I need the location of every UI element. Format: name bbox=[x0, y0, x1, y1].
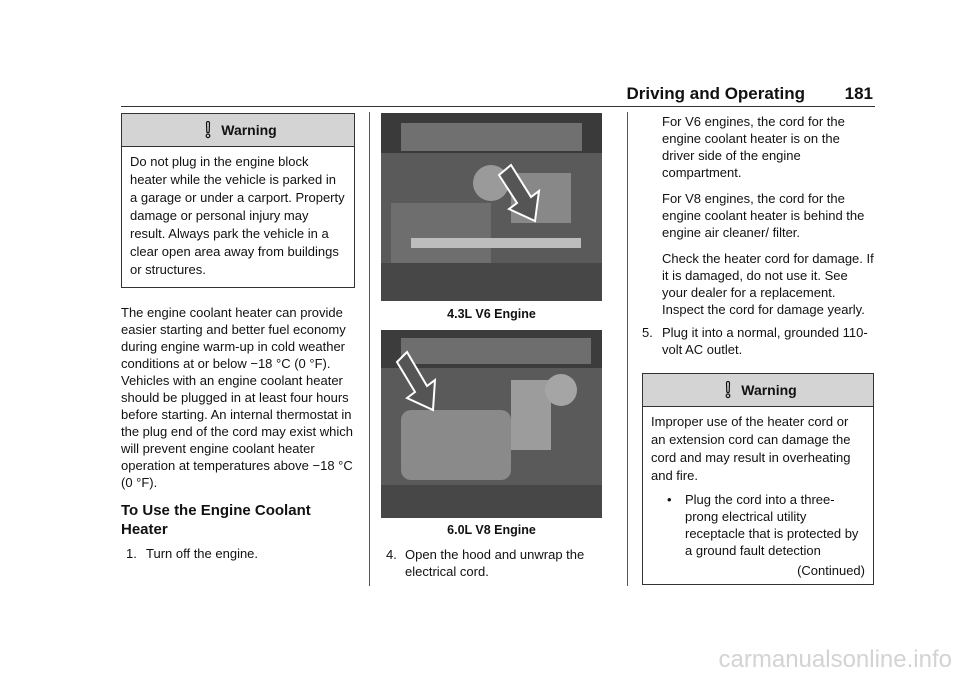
engine-illustration bbox=[381, 113, 602, 301]
v6-cord-paragraph: For V6 engines, the cord for the engine coolant heater is on the driver side of the engine compartment. bbox=[662, 114, 845, 180]
step-1 bbox=[121, 545, 355, 562]
warning-header bbox=[643, 374, 873, 407]
page-number: 181 bbox=[844, 84, 873, 103]
warning-title: Warning bbox=[741, 381, 797, 398]
column-divider-left bbox=[369, 112, 370, 586]
step-text: Turn off the engine. bbox=[146, 546, 259, 561]
engine-photo-v8 bbox=[381, 330, 602, 518]
coolant-heater-paragraph: The engine coolant heater can provide easier starting and better fuel economy during engine warm-up in cold weather conditions at or below −18 °C (0 °F). Vehicles with an engine coolant heater should be plugged in at least four hours before starting. An internal thermostat in the plug end of the cord may exist which will prevent engine coolant heater operation at temperatures above −18 °C (0 °F). bbox=[121, 305, 353, 490]
warning-box-left bbox=[121, 113, 355, 288]
step-4 bbox=[381, 546, 616, 580]
watermark: carmanualsonline.info bbox=[718, 646, 952, 673]
warning-bullet bbox=[651, 491, 865, 559]
column-divider-right bbox=[627, 112, 628, 586]
subheading: To Use the Engine Coolant Heater bbox=[121, 502, 311, 538]
section-title: Driving and Operating bbox=[626, 84, 805, 103]
photo-caption-v6: 4.3L V6 Engine bbox=[447, 307, 536, 321]
warning-header bbox=[122, 114, 354, 147]
warning-text: Do not plug in the engine block heater while the vehicle is parked in a garage or under a carport. Property damage or personal injury may result. Always park the vehicle in a clear open area away from buildings or structures. bbox=[130, 154, 345, 277]
bullet-text: Plug the cord into a three-prong electrical utility receptacle that is protected by a ground fault detection bbox=[685, 492, 859, 558]
continued-label: (Continued) bbox=[797, 563, 865, 578]
check-cord-paragraph: Check the heater cord for damage. If it is damaged, do not use it. See your dealer for a replacement. Inspect the cord for damage yearly. bbox=[662, 251, 874, 317]
page-header bbox=[121, 82, 875, 107]
step-number: 5. bbox=[642, 325, 653, 340]
step-text: Open the hood and unwrap the electrical cord. bbox=[405, 547, 585, 579]
left-column bbox=[121, 113, 355, 562]
photo-caption-v8: 6.0L V8 Engine bbox=[447, 523, 536, 537]
step-text: Plug it into a normal, grounded 110-volt AC outlet. bbox=[662, 325, 868, 357]
right-column bbox=[642, 113, 874, 585]
warning-text-block bbox=[643, 407, 873, 584]
warning-title: Warning bbox=[221, 121, 277, 138]
bullet-icon: • bbox=[667, 492, 672, 507]
step-5 bbox=[642, 324, 874, 358]
warning-icon bbox=[719, 381, 737, 399]
warning-box-right bbox=[642, 373, 874, 585]
step-number: 4. bbox=[386, 547, 397, 562]
engine-illustration bbox=[381, 330, 602, 518]
warning-text: Improper use of the heater cord or an extension cord can damage the cord and may result in overheating and fire. bbox=[651, 414, 851, 483]
v8-cord-paragraph: For V8 engines, the cord for the engine coolant heater is behind the engine air cleaner/ filter. bbox=[662, 191, 865, 240]
engine-photo-v6 bbox=[381, 113, 602, 301]
step-number: 1. bbox=[126, 546, 137, 561]
warning-icon bbox=[199, 121, 217, 139]
